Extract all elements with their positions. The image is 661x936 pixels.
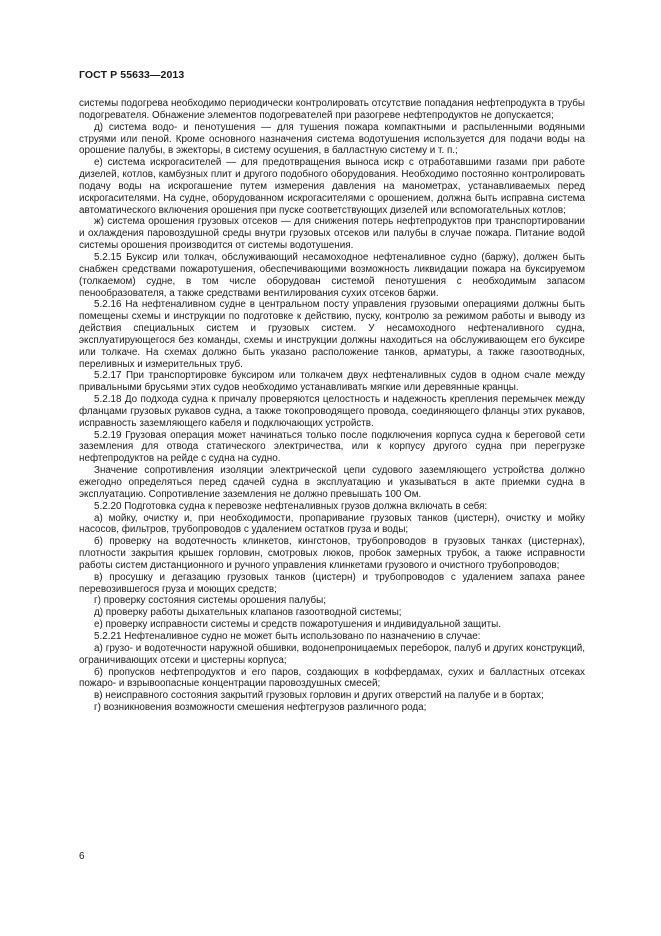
paragraph: 5.2.19 Грузовая операция может начинаться только после подключения корпуса судна к береговой сети заземления для отвода статического электричества, или к корпусу другого судна при перегрузке нефтепродуктов на рейде с судна на судно. — [79, 429, 585, 465]
page-header-standard-title: ГОСТ Р 55633—2013 — [79, 69, 185, 81]
paragraph: системы подогрева необходимо периодически контролировать отсутствие попадания нефтепродукта в трубы подогревателя. Обнажение элементов подогревателей при разогреве нефтепродуктов не допускается; — [79, 98, 585, 121]
paragraph: 5.2.20 Подготовка судна к перевозке нефтеналивных грузов должна включать в себя: — [94, 500, 488, 512]
paragraph: Значение сопротивления изоляции электрической цепи судового заземляющего устройства должно ежегодно определяться перед сдачей судна в эксплуатацию и указываться в акте приемки судна в эксплуатацию. Сопротивление заземления не должно превышать 100 Ом. — [79, 465, 585, 500]
paragraph: е) система искрогасителей — для предотвращения выноса искр с отработавшими газами при работе дизелей, котлов, камбузных плит и другого подобного оборудования. Необходимо постоянно контролировать подачу воды на искрогашение путем измерения давления на манометрах, устанавливаемых перед искрогасителями. На судне, оборудованном искрогасителями с орошением, должна быть исправна система автоматического включения орошения при пуске соответствующих дизелей или вспомогательных котлов; — [79, 157, 585, 216]
paragraph: в) просушку и дегазацию грузовых танков (цистерн) и трубопроводов с удалением запаха ранее перевозившегося груза и моющих средств; — [79, 571, 585, 595]
paragraph: 5.2.21 Нефтеналивное судно не может быть использовано по назначению в случае: — [94, 630, 481, 642]
paragraph: д) система водо- и пенотушения — для тушения пожара компактными и распыленными водяными струями или пеной. Кроме основного назначения система водотушения используется для подачи воды на орошение палубы, в эжекторы, в систему осушения, в балластную систему и т. п.; — [79, 121, 585, 157]
paragraph: г) проверку состояния системы орошения палубы; — [94, 595, 327, 607]
paragraph: 5.2.17 При транспортировке буксиром или толкачем двух нефтеналивных судов в одном счале между привальными брусьями этих судов необходимо устанавливать мягкие или деревянные кранцы. — [79, 370, 585, 394]
document-body — [79, 98, 585, 714]
paragraph: 5.2.16 На нефтеналивном судне в центральном посту управления грузовыми операциями должны быть помещены схемы и инструкции по подготовке к действию, пуску, контролю за режимом работы и выводу из действия специальных систем и грузовых систем. У несамоходного нефтеналивного судна, эксплуатирующегося без команды, схемы и инструкции должны находиться на обслуживающем его буксире или толкаче. На схемах должно быть указано расположение танков, арматуры, а также газоотводных, переливных и измерительных труб. — [79, 299, 585, 370]
paragraph: б) пропусков нефтепродуктов и его паров, создающих в коффердамах, сухих и балластных отсеках пожаро- и взрывоопасные концентрации паровоздушных смесей; — [79, 666, 585, 690]
paragraph: е) проверку исправности системы и средств пожаротушения и индивидуальной защиты. — [94, 619, 502, 631]
paragraph: а) грузо- и водотечности наружной обшивки, водонепроницаемых переборок, палуб и других конструкций, ограничивающих отсеки и цистерны корпуса; — [79, 642, 585, 666]
paragraph: в) неисправного состояния закрытий грузовых горловин и других отверстий на палубе и в бортах; — [94, 690, 544, 702]
paragraph: г) возникновения возможности смешения нефтегрузов различного рода; — [94, 702, 427, 714]
paragraph: ж) система орошения грузовых отсеков — для снижения потерь нефтепродуктов при транспортировании и охлаждения паровоздушной среды внутри грузовых отсеков или палубы в случае пожара. Питание водой системы орошения производится от системы водотушения. — [79, 216, 585, 252]
paragraph: д) проверку работы дыхательных клапанов газоотводной системы; — [94, 607, 402, 619]
paragraph: б) проверку на водотечность клинкетов, кингстонов, трубопроводов в грузовых танках (цистернах), плотности закрытия крышек горловин, смотровых люков, пробок замерных трубок, а также исправности работы систем дистанционного и ручного управления клинкетами грузового и очистного трубопроводов; — [79, 536, 585, 571]
paragraph: 5.2.15 Буксир или толкач, обслуживающий несамоходное нефтеналивное судно (баржу), должен быть снабжен средствами пожаротушения, обеспечивающими возможность ликвидации пожара на буксируемом (толкаемом) судне, в том числе оборудован системой пенотушения с необходимым запасом пенообразователя, а также средствами вентилирования сухих отсеков баржи. — [79, 251, 585, 299]
page-number: 6 — [79, 851, 85, 862]
paragraph: а) мойку, очистку и, при необходимости, пропаривание грузовых танков (цистерн), очистку и мойку насосов, фильтров, трубопроводов с удалением остатков груза и воды; — [79, 512, 585, 536]
paragraph: 5.2.18 До подхода судна к причалу проверяются целостность и надежность крепления перемычек между фланцами грузовых рукавов судна, а также токопроводящего провода, соединяющего фланцы этих рукавов, исправность заземляющего кабеля и подключающих устройств. — [79, 394, 585, 429]
